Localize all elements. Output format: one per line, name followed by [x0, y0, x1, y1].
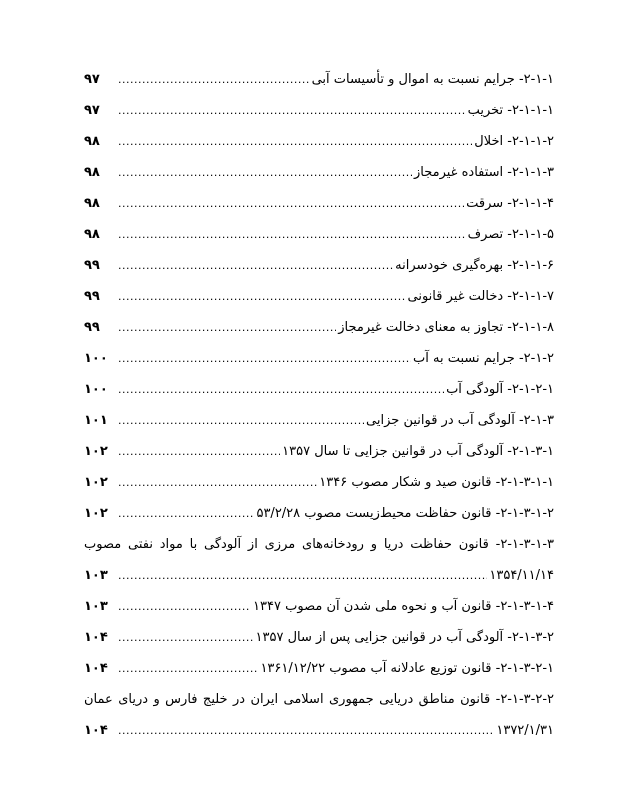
toc-entry-title: ۲-۱-۱-۷- دخالت غیر قانونی [406, 281, 554, 312]
toc-entry [84, 126, 554, 157]
toc-entry-title: ۲-۱-۳-۱- آلودگی آب در قوانین جزایی تا سال ۱۳۵۷ [280, 436, 554, 467]
toc-entry [84, 188, 554, 219]
toc-entry-title: ۲-۱-۱- جرایم نسبت به اموال و تأسیسات آبی [310, 64, 554, 95]
toc-entry-title: ۲-۱-۱-۶- بهره‌گیری خودسرانه [393, 250, 554, 281]
toc-page-number: ۱۰۴ [84, 715, 118, 746]
toc-entry [84, 157, 554, 188]
toc-entry [84, 64, 554, 95]
toc-entry [84, 467, 554, 498]
toc-entry-title: ۲-۱-۳-۱-۳- قانون حفاظت دریا و رودخانه‌های مرزی از آلودگی با مواد نفتی مصوب [84, 529, 554, 560]
toc-entry [84, 653, 554, 684]
toc-page-number: ۱۰۴ [84, 653, 118, 684]
toc-page-number: ۹۷ [84, 64, 118, 95]
toc-page-number: ۹۷ [84, 95, 118, 126]
toc-entry-title: ۲-۱-۲- جرایم نسبت به آب [411, 343, 554, 374]
toc-entry-title: ۲-۱-۳- آلودگی آب در قوانین جزایی [364, 405, 554, 436]
toc-entry [84, 498, 554, 529]
toc-entry-title: ۲-۱-۱-۵- تصرف [466, 219, 554, 250]
toc-entry [84, 95, 554, 126]
toc-entry-continuation [84, 560, 554, 591]
toc-page-number: ۹۸ [84, 157, 118, 188]
toc-entry-title: ۲-۱-۳-۲- آلودگی آب در قوانین جزایی پس از سال ۱۳۵۷ [254, 622, 555, 653]
toc-entry-continuation-text: ۱۳۷۲/۱/۳۱ [494, 715, 554, 746]
toc-entry-wrapped-line [84, 684, 554, 715]
toc-entry [84, 622, 554, 653]
toc-entry-title: ۲-۱-۱-۲- اخلال [472, 126, 554, 157]
dot-leader [118, 715, 554, 746]
toc-page-number: ۱۰۱ [84, 405, 118, 436]
toc-entry-title: ۲-۱-۳-۲-۲- قانون مناطق دریایی جمهوری اسلامی ایران در خلیج فارس و دریای عمان [84, 684, 554, 715]
toc-page-number: ۹۹ [84, 312, 118, 343]
toc-entry [84, 405, 554, 436]
toc-page-number: ۹۹ [84, 281, 118, 312]
toc-entry-title: ۲-۱-۳-۱-۲- قانون حفاظت محیط‌زیست مصوب ۵۳/۲/۲۸ [254, 498, 554, 529]
toc-page-number: ۱۰۲ [84, 498, 118, 529]
toc-page-number: ۹۸ [84, 126, 118, 157]
toc-entry-title: ۲-۱-۱-۳- استفاده غیرمجاز [412, 157, 554, 188]
toc-page-number: ۱۰۲ [84, 436, 118, 467]
toc-entry [84, 436, 554, 467]
toc-entry-wrapped-line [84, 529, 554, 560]
toc-page-number: ۹۸ [84, 188, 118, 219]
toc-page-number: ۱۰۰ [84, 343, 118, 374]
toc-page-number: ۱۰۰ [84, 374, 118, 405]
toc-page-number: ۱۰۳ [84, 560, 118, 591]
toc-entry [84, 343, 554, 374]
toc-entry-title: ۲-۱-۲-۱- آلودگی آب [444, 374, 554, 405]
toc-entry-title: ۲-۱-۱-۱- تخریب [466, 95, 554, 126]
toc-entry-continuation [84, 715, 554, 746]
toc-page-number: ۱۰۴ [84, 622, 118, 653]
table-of-contents [84, 64, 554, 746]
toc-page-number: ۱۰۳ [84, 591, 118, 622]
toc-entry-title: ۲-۱-۱-۸- تجاوز به معنای دخالت غیرمجاز [336, 312, 554, 343]
toc-entry [84, 219, 554, 250]
toc-entry [84, 250, 554, 281]
toc-entry-title: ۲-۱-۱-۴- سرقت [464, 188, 554, 219]
toc-entry [84, 374, 554, 405]
toc-entry-title: ۲-۱-۳-۲-۱- قانون توزیع عادلانه آب مصوب ۱۳۶۱/۱۲/۲۲ [258, 653, 554, 684]
toc-entry [84, 312, 554, 343]
toc-page-number: ۹۹ [84, 250, 118, 281]
toc-entry-title: ۲-۱-۳-۱-۱- قانون صید و شکار مصوب ۱۳۴۶ [317, 467, 554, 498]
toc-page-number: ۱۰۲ [84, 467, 118, 498]
toc-entry-title: ۲-۱-۳-۱-۴- قانون آب و نحوه ملی شدن آن مصوب ۱۳۴۷ [251, 591, 554, 622]
toc-page-number: ۹۸ [84, 219, 118, 250]
toc-entry [84, 591, 554, 622]
toc-entry [84, 281, 554, 312]
toc-entry-continuation-text: ۱۳۵۴/۱۱/۱۴ [487, 560, 554, 591]
